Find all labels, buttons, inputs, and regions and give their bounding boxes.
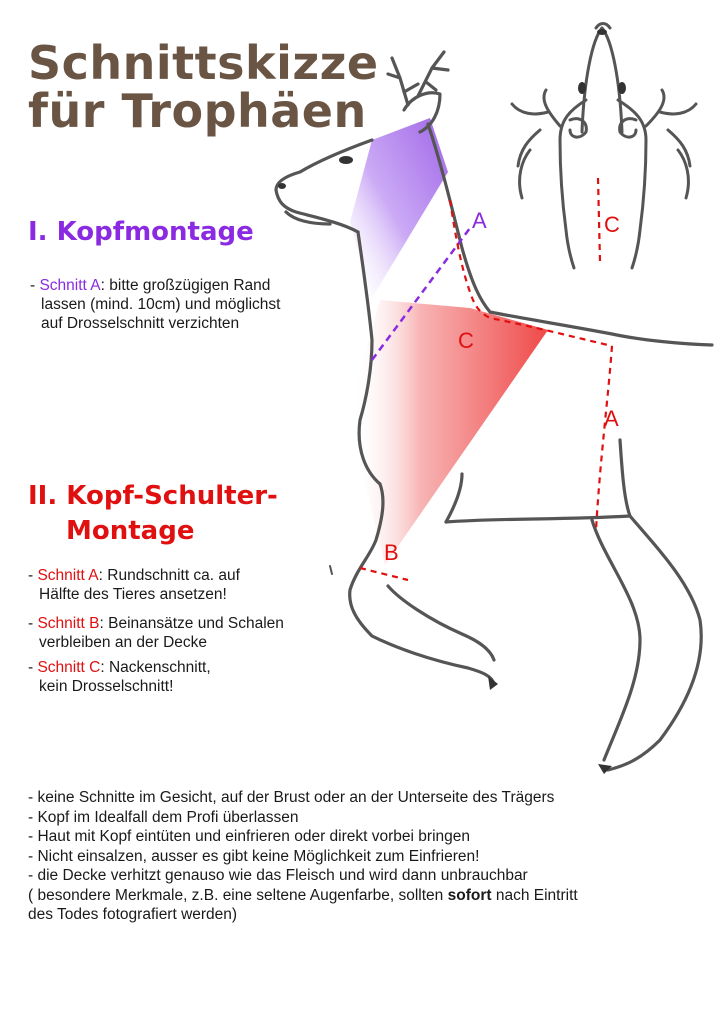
head-topview-nose	[597, 29, 607, 35]
note-line2: Hälfte des Tieres ansetzen!	[39, 586, 227, 603]
front-leg	[350, 484, 494, 684]
note-text: : Rundschnitt ca. auf	[98, 567, 240, 584]
note-highlight: Schnitt A	[37, 567, 99, 584]
hind-rear	[620, 440, 630, 516]
eye	[339, 156, 353, 164]
note-highlight: Schnitt C	[37, 659, 101, 676]
cut-a-red	[596, 346, 612, 530]
section2-title-line2: Montage	[66, 516, 195, 546]
elbow	[446, 474, 462, 522]
page-title-line1: Schnittskizze	[28, 36, 379, 90]
front-hoof	[488, 676, 498, 690]
label-c-red: C	[458, 328, 474, 353]
section1-title: I. Kopfmontage	[28, 217, 254, 247]
note-line2: kein Drosselschnitt!	[39, 678, 174, 695]
hind-leg-front	[592, 520, 640, 760]
note-line3: auf Drosselschnitt verzichten	[41, 315, 240, 332]
nose	[278, 183, 286, 189]
note-dash: -	[28, 567, 38, 584]
label-a-purple: A	[472, 208, 487, 233]
bottom-note-last-line2: des Todes fotografiert werden)	[28, 906, 238, 923]
section2-title-line1: II. Kopf-Schulter-	[28, 481, 278, 511]
bottom-note-text: nach Eintritt	[491, 886, 578, 904]
section2-note-a	[28, 566, 240, 604]
section2-note-c	[28, 658, 211, 696]
antler-right	[418, 52, 448, 96]
bottom-note-text: ( besondere Merkmale, z.B. eine seltene Augenfarbe, sollten	[28, 886, 448, 904]
note-dash: -	[28, 615, 38, 632]
note-highlight: Schnitt A	[39, 277, 101, 294]
note-text: : Beinansätze und Schalen	[99, 615, 284, 632]
cut-b-red	[360, 568, 408, 580]
bottom-note-last	[28, 886, 578, 906]
label-c-head: C	[604, 212, 620, 237]
bottom-note: - Kopf im Idealfall dem Profi überlassen	[28, 808, 299, 826]
label-a-red: A	[604, 406, 619, 431]
page-title-line2: für Trophäen	[28, 84, 367, 138]
label-b-red: B	[384, 540, 399, 565]
note-text: : bitte großzügigen Rand	[100, 277, 271, 294]
section2-note-b	[28, 614, 284, 652]
note-text: : Nackenschnitt,	[100, 659, 211, 676]
cut-c-head	[598, 178, 600, 262]
note-dash: -	[28, 659, 38, 676]
bottom-note: - Nicht einsalzen, ausser es gibt keine Möglichkeit zum Einfrieren!	[28, 847, 480, 865]
belly	[446, 516, 630, 522]
note-highlight: Schnitt B	[37, 615, 100, 632]
bottom-note: - die Decke verhitzt genauso wie das Fleisch und wird dann unbrauchbar	[28, 867, 528, 884]
bottom-notes	[28, 788, 578, 925]
note-line2: lassen (mind. 10cm) und möglichst	[41, 296, 281, 313]
note-line2: verbleiben an der Decke	[39, 634, 208, 651]
hind-leg	[608, 516, 701, 770]
bottom-note: - keine Schnitte im Gesicht, auf der Brust oder an der Unterseite des Trägers	[28, 789, 555, 806]
bottom-note: - Haut mit Kopf eintüten und einfrieren oder direkt vorbei bringen	[28, 828, 470, 845]
bottom-note-bold: sofort	[447, 886, 492, 904]
note-dash: -	[30, 277, 40, 294]
section1-note	[30, 276, 281, 333]
